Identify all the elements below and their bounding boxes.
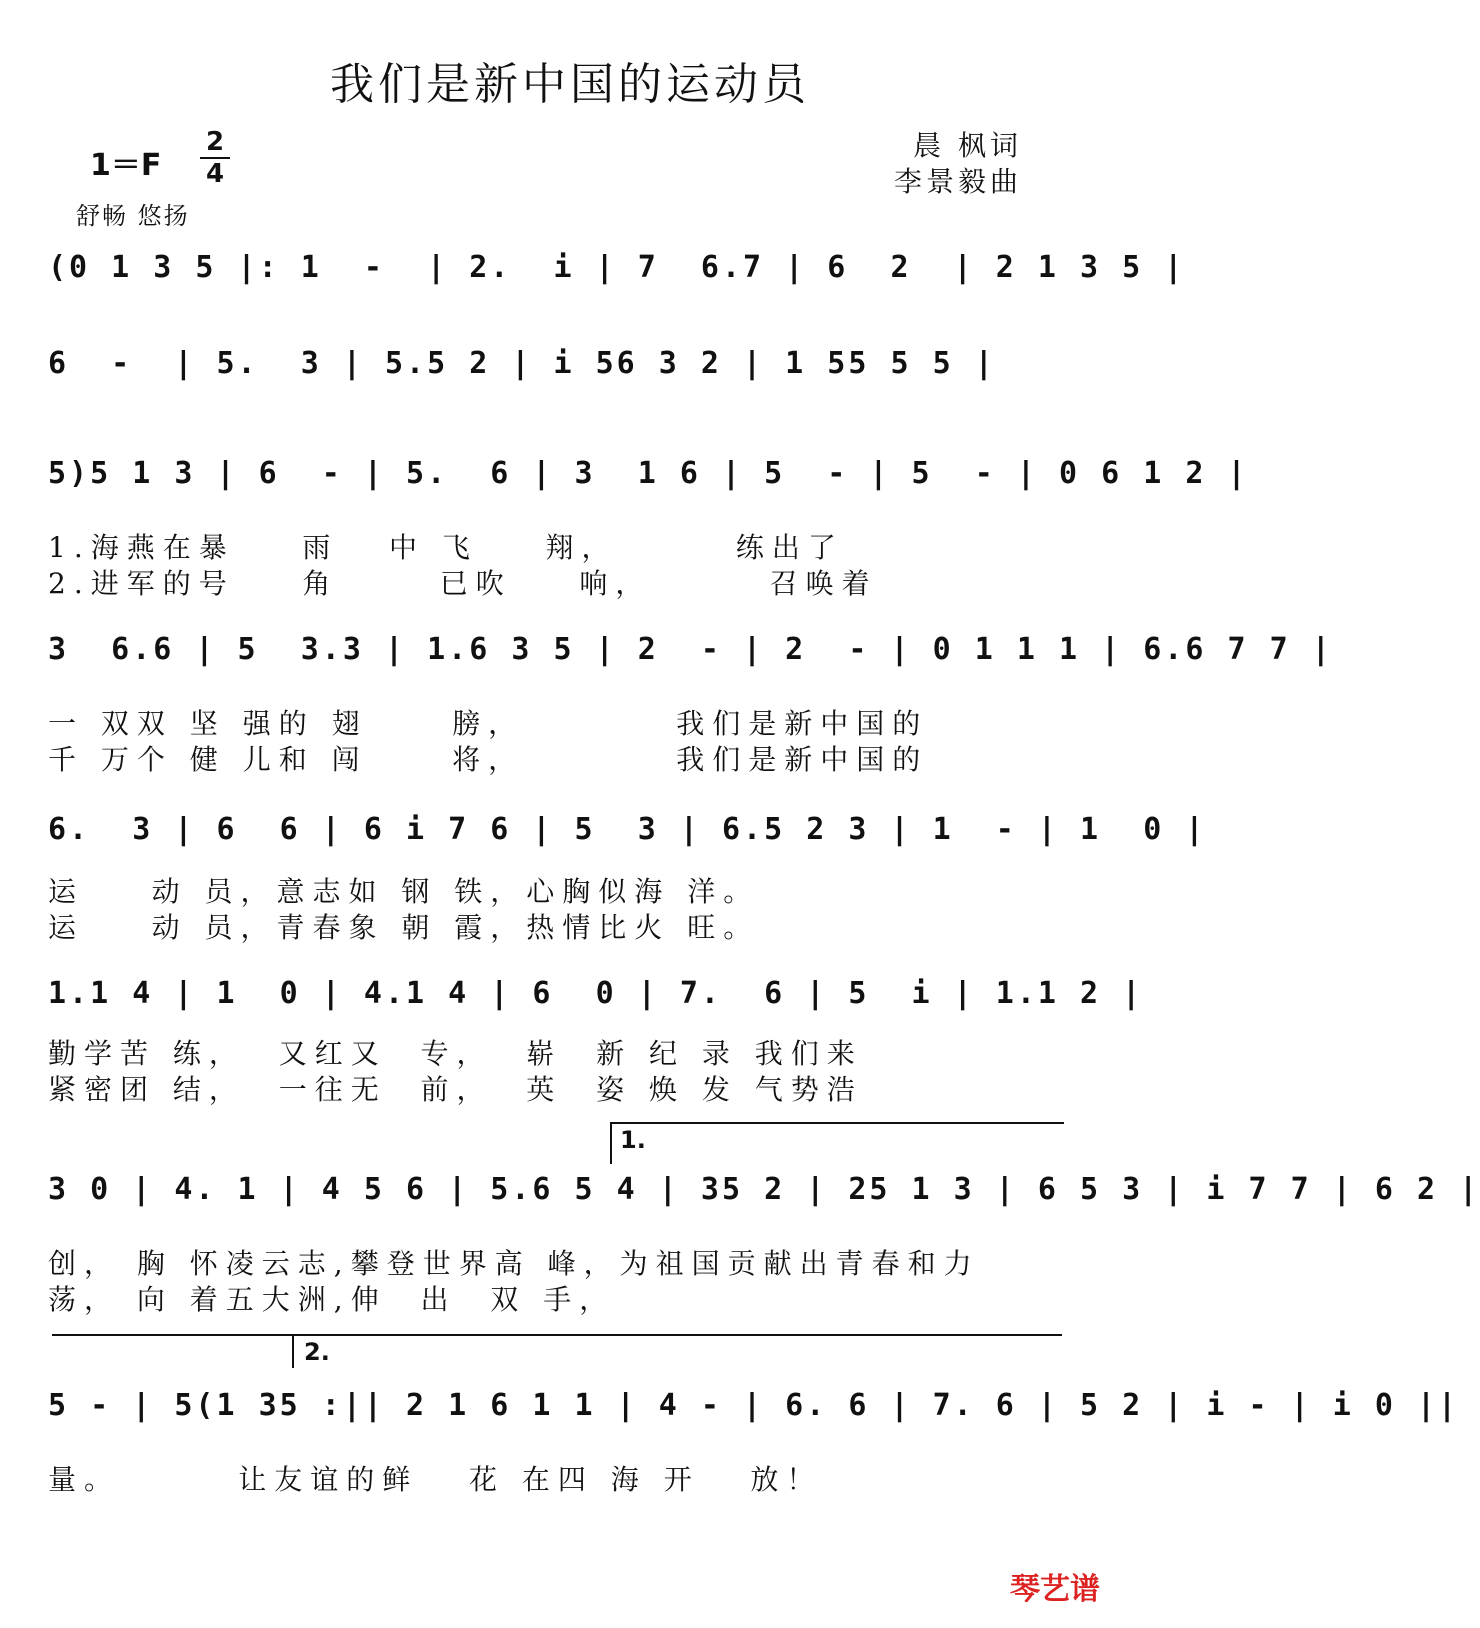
lyric-verse-2: 荡， 向 着五大洲,伸 出 双 手， — [48, 1283, 616, 1316]
key-signature: 1＝F — [90, 148, 162, 183]
lyric-verse-2: 2.进军的号 角 已吹 响， 召唤着 — [48, 567, 878, 600]
volta-2-bracket — [292, 1334, 330, 1368]
time-top: 2 — [205, 127, 225, 157]
watermark-logo: 琴艺谱 — [1010, 1572, 1100, 1607]
score-row-1 — [48, 238, 1186, 318]
score-row-5 — [48, 800, 1207, 950]
page-title: 我们是新中国的运动员 — [330, 59, 810, 110]
notation-line: 3 0 | 4. 1 | 4 5 6 | 5.6 5 4 | 35 2 | 25 1 3 | 6 5 3 | i 7 7 | 6 2 | — [48, 1172, 1480, 1207]
notation-line: 3 6.6 | 5 3.3 | 1.6 3 5 | 2 - | 2 - | 0 1 1 1 | 6.6 7 7 | — [48, 632, 1333, 667]
score-row-4 — [48, 620, 1333, 780]
notation-line: 6. 3 | 6 6 | 6 i 7 6 | 5 3 | 6.5 2 3 | 1 - | 1 0 | — [48, 812, 1207, 847]
lyric-verse-1: 一 双双 坚 强的 翅 膀， 我们是新中国的 — [48, 707, 929, 740]
volta-2-label: 2. — [304, 1338, 330, 1366]
notation-line: 5 - | 5(1 35 :|| 2 1 6 1 1 | 4 - | 6. 6 | 7. 6 | 5 2 | i - | i 0 || — [48, 1388, 1460, 1423]
lyricist-credit: 晨 枫词 — [913, 129, 1022, 162]
volta-top-line — [52, 1334, 1062, 1338]
time-bottom: 4 — [205, 159, 225, 189]
lyric-verse-1: 量。 让友谊的鲜 花 在四 海 开 放！ — [48, 1463, 823, 1496]
tempo-marking: 舒畅 悠扬 — [76, 202, 190, 230]
lyric-verse-2: 紧密团 结， 一往无 前， 英 姿 焕 发 气势浩 — [48, 1073, 863, 1106]
score-row-3 — [48, 444, 1249, 604]
notation-line: 5)5 1 3 | 6 - | 5. 6 | 3 1 6 | 5 - | 5 - | 0 6 1 2 | — [48, 456, 1249, 491]
lyric-verse-1: 勤学苦 练， 又红又 专， 崭 新 纪 录 我们来 — [48, 1037, 863, 1070]
lyric-verse-1: 创， 胸 怀凌云志,攀登世界高 峰，为祖国贡献出青春和力 — [48, 1247, 980, 1280]
lyric-verse-1: 运 动 员，意志如 钢 铁，心胸似海 洋。 — [48, 875, 760, 908]
notation-line: 6 - | 5. 3 | 5.5 2 | i 56 3 2 | 1 55 5 5 | — [48, 346, 996, 381]
score-row-7 — [48, 1160, 1480, 1316]
score-row-6 — [48, 964, 1144, 1114]
time-signature — [200, 128, 230, 188]
score-row-8 — [48, 1376, 1460, 1506]
lyric-verse-1: 1.海燕在暴 雨 中 飞 翔， 练出了 — [48, 531, 844, 564]
notation-line: (0 1 3 5 |: 1 - | 2. i | 7 6.7 | 6 2 | 2 1 3 5 | — [48, 250, 1186, 285]
lyric-verse-2: 运 动 员，青春象 朝 霞，热情比火 旺。 — [48, 911, 760, 944]
score-row-2 — [48, 334, 1062, 414]
volta-1-bracket — [610, 1122, 1064, 1164]
lyric-verse-2: 千 万个 健 儿和 闯 将， 我们是新中国的 — [48, 743, 929, 776]
volta-1-label: 1. — [620, 1126, 646, 1154]
composer-credit: 李景毅曲 — [893, 165, 1022, 198]
notation-line: 1.1 4 | 1 0 | 4.1 4 | 6 0 | 7. 6 | 5 i | 1.1 2 | — [48, 976, 1144, 1011]
